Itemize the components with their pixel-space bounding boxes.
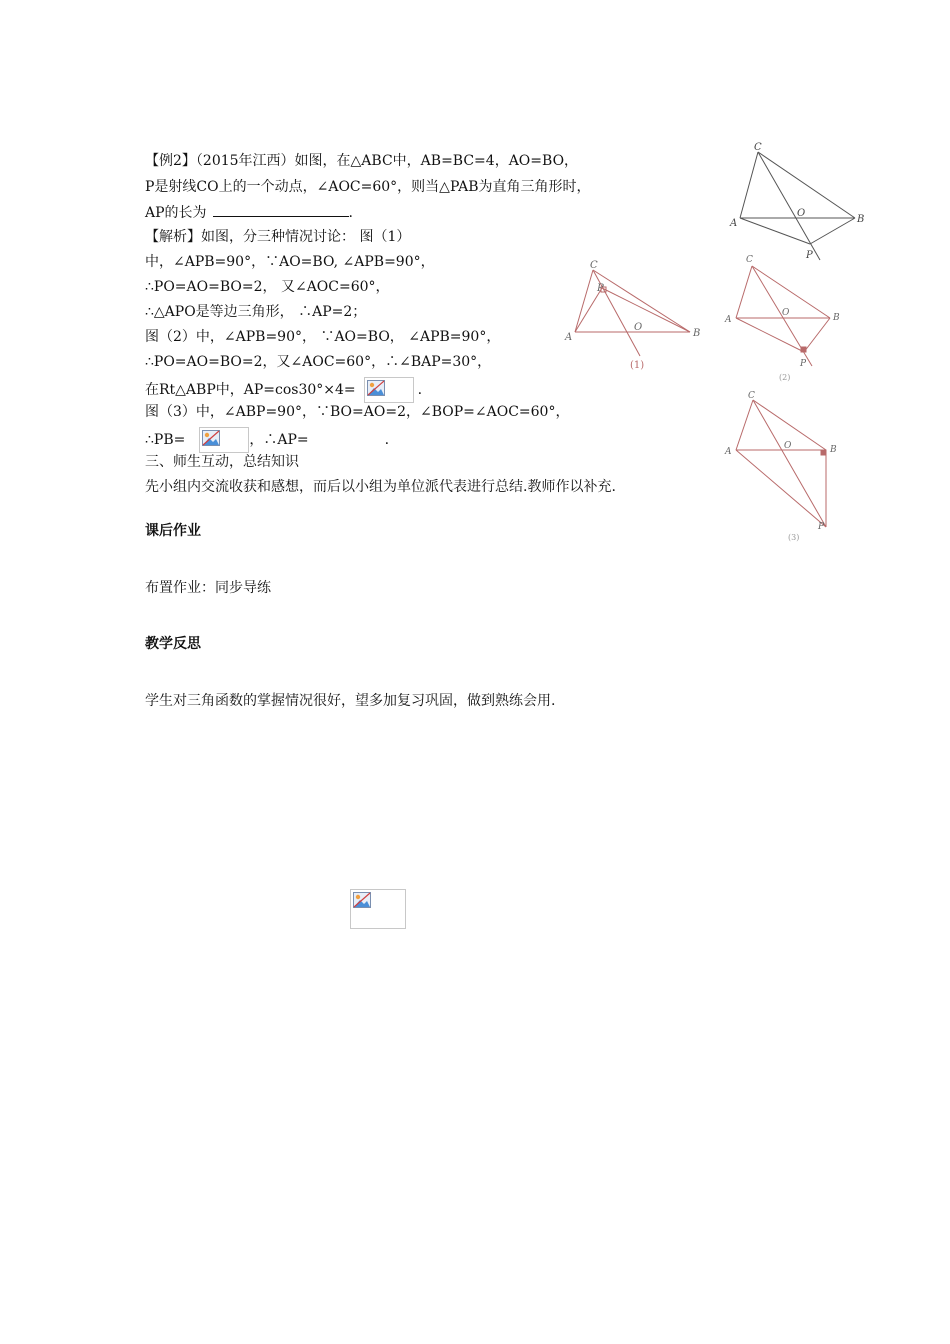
figure-1 — [560, 258, 710, 376]
main-label-b: B — [857, 214, 865, 225]
fig2-label-b: B — [833, 313, 840, 323]
fig3-right-angle — [821, 450, 826, 455]
fig1-seg-ap — [575, 288, 602, 332]
fig1-label-b: B — [693, 328, 701, 339]
solution-line-5: 图（2）中，∠APB=90°， ∵AO=BO， ∠APB=90°， — [145, 329, 501, 345]
fig3-caption: (3) — [788, 533, 800, 542]
solution-line-7 — [145, 377, 422, 403]
fig2-label-a: A — [725, 315, 732, 325]
fig3-seg-ap — [736, 450, 826, 527]
fig2-seg-ac — [736, 266, 752, 318]
broken-image — [199, 427, 249, 453]
main-label-o: O — [797, 208, 806, 219]
reflection-body: 学生对三角函数的掌握情况很好，望多加复习巩固，做到熟练会用. — [145, 693, 556, 709]
summary-body: 先小组内交流收获和感想，而后以小组为单位派代表进行总结.教师作以补充. — [145, 479, 616, 495]
fig1-label-a: A — [565, 332, 573, 343]
fig2-label-p: P — [800, 359, 807, 369]
ap-period: . — [384, 432, 390, 448]
fig3-seg-cp — [753, 400, 826, 527]
example-line-2: P是射线CO上的一个动点，∠AOC=60°，则当△PAB为直角三角形时， — [145, 179, 591, 195]
fig1-label-o: O — [634, 322, 643, 333]
main-seg-ac — [740, 152, 758, 218]
pb-label: ∴PB= — [145, 432, 186, 448]
fig2-seg-bp — [804, 318, 830, 352]
broken-image — [364, 377, 414, 403]
broken-image-icon — [202, 430, 220, 446]
fig2-label-c: C — [746, 255, 753, 265]
fig1-label-p: P — [597, 283, 604, 294]
fig3-seg-ac — [736, 400, 753, 450]
figure-3 — [722, 390, 872, 545]
solution-line-4: ∴△APO是等边三角形， ∴AP=2； — [145, 304, 367, 320]
fig2-right-angle — [801, 347, 806, 352]
main-label-c: C — [754, 142, 762, 153]
summary-heading: 三、师生互动，总结知识 — [145, 454, 299, 470]
solution-line-6: ∴PO=AO=BO=2，又∠AOC=60°，∴∠BAP=30°， — [145, 354, 492, 370]
answer-period: . — [348, 205, 353, 221]
answer-prompt: AP的长为 — [145, 205, 207, 221]
fig1-seg-ac — [575, 270, 593, 332]
main-figure — [720, 138, 870, 268]
main-seg-cb — [758, 152, 855, 218]
main-label-a: A — [730, 218, 738, 229]
solution-line-9 — [145, 427, 389, 453]
solution-line-1: 【解析】如图，分三种情况讨论： 图（1） — [145, 229, 411, 245]
homework-heading: 课后作业 — [145, 523, 201, 539]
example-line-1: 【例2】（2015年江西）如图，在△ABC中，AB=BC=4，AO=BO， — [145, 153, 579, 169]
main-label-p: P — [806, 250, 813, 261]
fig3-label-p: P — [818, 522, 825, 532]
fig1-label-c: C — [590, 260, 598, 271]
main-seg-ap — [740, 218, 810, 244]
fig3-label-o: O — [784, 441, 792, 451]
ap-formula: 在Rt△ABP中，AP=cos30°×4= — [145, 382, 356, 398]
solution-line-8: 图（3）中，∠ABP=90°，∵BO=AO=2，∠BOP=∠AOC=60°， — [145, 404, 570, 420]
fig2-seg-cb — [752, 266, 830, 318]
ap-label: ，∴AP= — [249, 432, 309, 448]
broken-image-standalone — [350, 889, 406, 929]
ap-formula-period: . — [417, 382, 423, 398]
figure-2 — [722, 250, 872, 385]
answer-blank — [213, 202, 349, 217]
solution-line-3: ∴PO=AO=BO=2， 又∠AOC=60°， — [145, 279, 390, 295]
solution-line-2: 中，∠APB=90°，∵AO=BO, ∠APB=90°， — [145, 254, 435, 270]
fig3-label-c: C — [748, 391, 755, 401]
fig2-label-o: O — [782, 308, 790, 318]
fig1-caption: (1) — [630, 360, 645, 371]
homework-body: 布置作业：同步导练 — [145, 580, 271, 596]
main-seg-bp — [810, 218, 855, 244]
example-line-3 — [145, 202, 353, 223]
broken-image-icon — [367, 380, 385, 396]
fig3-label-a: A — [725, 447, 732, 457]
reflection-heading: 教学反思 — [145, 636, 201, 652]
fig3-label-b: B — [830, 445, 837, 455]
fig2-caption: (2) — [779, 373, 791, 382]
broken-image-icon — [353, 892, 371, 908]
